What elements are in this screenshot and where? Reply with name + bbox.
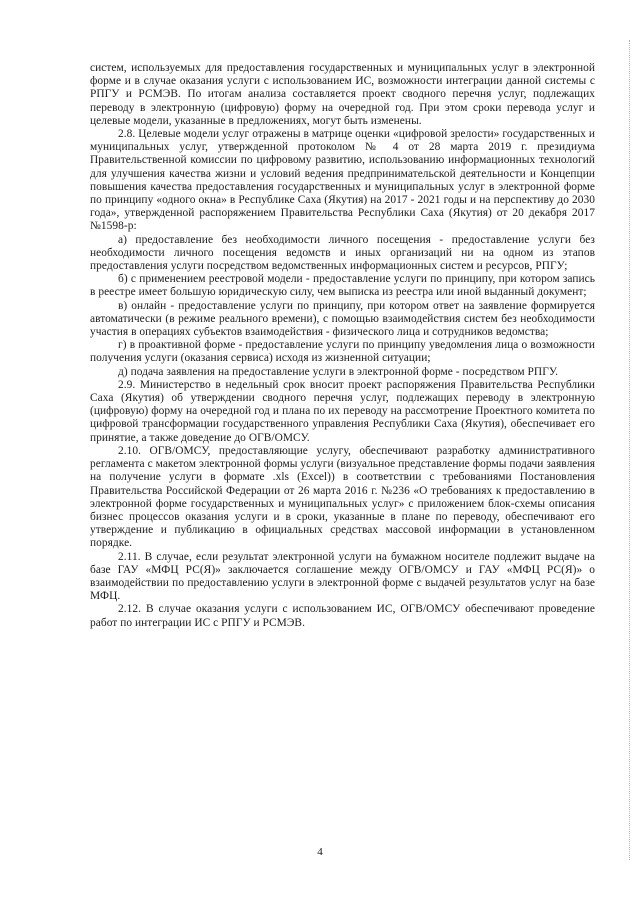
list-item-v: в) онлайн - предоставление услуги по принципу, при котором ответ на заявление формируется автоматически (в режиме реального времени), с помощью взаимодействия систем без необходимости участия в операциях субъектов взаимодействия - физического лица и сотрудников ведомства; bbox=[90, 299, 595, 339]
list-item-a: а) предоставление без необходимости личного посещения - предоставление услуги без необходимости личного посещения ведомств и иных организаций ни на одном из этапов предоставления услуги посредством ведомственных информационных систем и ресурсов, РПГУ; bbox=[90, 233, 595, 273]
list-item-g: г) в проактивной форме - предоставление услуги по принципу уведомления лица о возможности получения услуги (оказания сервиса) исходя из жизненной ситуации; bbox=[90, 339, 595, 365]
paragraph-2-8: 2.8. Целевые модели услуг отражены в матрице оценки «цифровой зрелости» государственных и муниципальных услуг, утвержденной протоколом № 4 от 28 марта 2019 г. президиума Правительственной комиссии по цифровому развитию, использованию информационных технологий для улучшения качества жизни и условий ведения предпринимательской деятельности и Концепции повышения качества предоставления государственных и муниципальных услуг в электронной форме по принципу «одного окна» в Республике Саха (Якутия) на 2017 - 2021 годы и на перспективу до 2030 года», утвержденной распоряжением Правительства Республики Саха (Якутия) от 20 декабря 2017 №1598-р: bbox=[90, 128, 595, 233]
paragraph-2-11: 2.11. В случае, если результат электронной услуги на бумажном носителе подлежит выдаче на базе ГАУ «МФЦ РС(Я)» заключается соглашение между ОГВ/ОМСУ и ГАУ «МФЦ РС(Я)» о взаимодействии по предоставлению услуги в электронной форме с выдачей результатов услуг на базе МФЦ. bbox=[90, 550, 595, 603]
paragraph-2-12: 2.12. В случае оказания услуги с использованием ИС, ОГВ/ОМСУ обеспечивают проведение работ по интеграции ИС с РПГУ и РСМЭВ. bbox=[90, 603, 595, 629]
paragraph-2-9: 2.9. Министерство в недельный срок вносит проект распоряжения Правительства Республики Саха (Якутия) об утверждении сводного перечня услуг, подлежащих переводу в электронную (цифровую) форму на очередной год и плана по их переводу на рассмотрение Проектного комитета по цифровой трансформации государственного управления Республики Саха (Якутия), обеспечивает его принятие, а также доведение до ОГВ/ОМСУ. bbox=[90, 378, 595, 444]
page-number: 4 bbox=[317, 846, 323, 858]
page-edge-line bbox=[629, 40, 630, 860]
list-item-d: д) подача заявления на предоставление услуги в электронной форме - посредством РПГУ. bbox=[118, 365, 558, 378]
paragraph-2-10: 2.10. ОГВ/ОМСУ, предоставляющие услугу, обеспечивают разработку административного регламента с макетом электронной формы услуги (визуальное представление формы подачи заявления на получение услуги в формате .xls (Excel)) в соответствии с требованиями Постановления Правительства Российской Федерации от 26 марта 2016 г. №236 «О требованиях к предоставлению в электронной форме государственных и муниципальных услуг» с приложением блок-схемы описания бизнес процессов оказания услуги и в сроки, указанные в плане по переводу, обеспечивают его утверждение и публикацию в официальных средствах массовой информации в установленном порядке. bbox=[90, 444, 595, 550]
list-item-b: б) с применением реестровой модели - предоставление услуги по принципу, при котором запись в реестре имеет большую юридическую силу, чем выписка из реестра или иной выданный документ; bbox=[90, 273, 595, 299]
document-page bbox=[90, 62, 595, 630]
paragraph-continuation: систем, используемых для предоставления государственных и муниципальных услуг в электронной форме и в случае оказания услуги с использованием ИС, возможности интеграции данной системы с РПГУ и РСМЭВ. По итогам анализа составляется проект сводного перечня услуг, подлежащих переводу в электронную (цифровую) форму на очередной год. При этом сроки перевода услуг и целевые модели, указанные в предложениях, могут быть изменены. bbox=[90, 62, 595, 127]
